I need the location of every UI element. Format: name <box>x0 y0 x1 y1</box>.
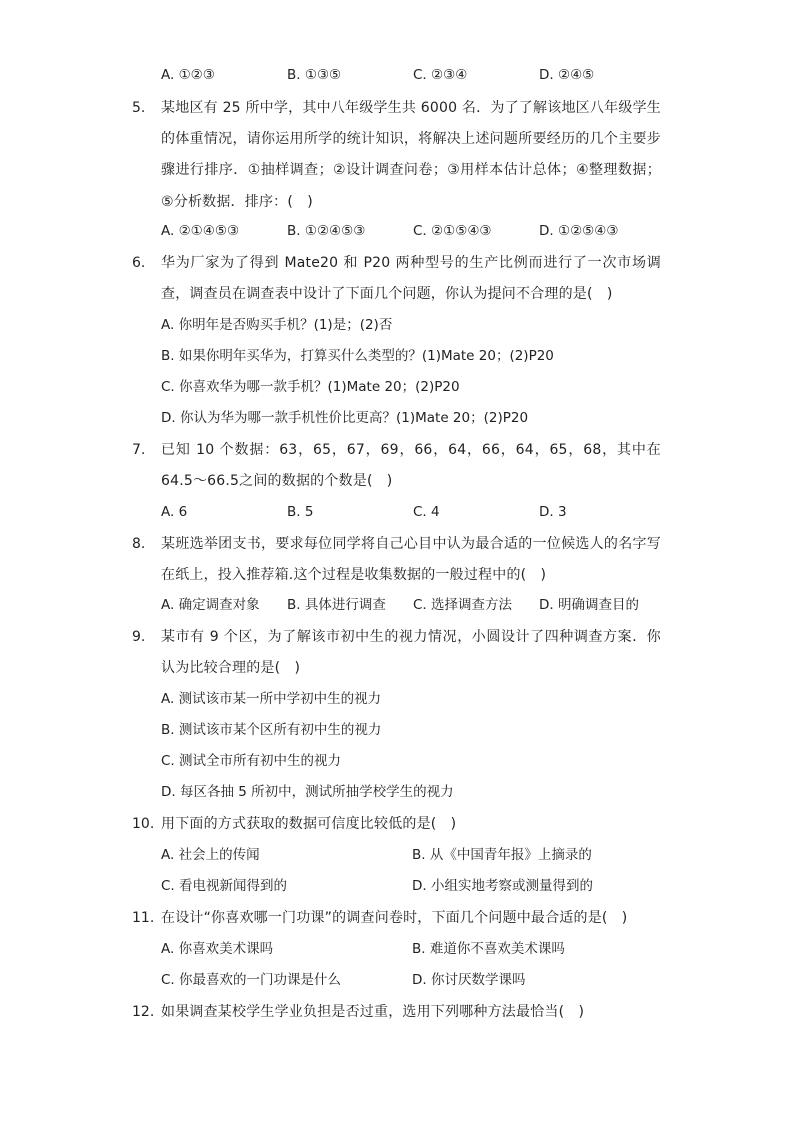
option-c: C. ②①⑤④③ <box>413 223 492 239</box>
question-stem: 某班选举团支书，要求每位同学将自己心目中认为最合适的一位候选人的名字写在纸上，投入推荐箱.这个过程是收集数据的一般过程中的( ) <box>161 536 661 584</box>
option-c: C. 你最喜欢的一门功课是什么 <box>161 972 342 988</box>
option-b: B. 5 <box>287 504 314 520</box>
option-d: D. ①②⑤④③ <box>539 223 619 239</box>
option-a: A. ②①④⑤③ <box>161 223 240 239</box>
option-a: A. ①②③ <box>161 67 215 83</box>
question-stem: 如果调查某校学生学业负担是否过重，选用下列哪种方法最恰当( ) <box>161 1004 585 1020</box>
option-b: B. 具体进行调查 <box>287 597 386 613</box>
question-number: 8. <box>132 536 146 552</box>
option-b: B. ①③⑤ <box>287 67 342 83</box>
question-stem: 用下面的方式获取的数据可信度比较低的是( ) <box>161 816 457 832</box>
option-a: A. 确定调查对象 <box>161 597 260 613</box>
question-number: 10. <box>132 816 155 832</box>
option-b: B. 如果你明年买华为，打算买什么类型的？(1)Mate 20；(2)P20 <box>161 348 554 364</box>
question-number: 6. <box>132 255 146 271</box>
question-stem: 在设计“你喜欢哪一门功课”的调查问卷时，下面几个问题中最合适的是( ) <box>161 910 628 926</box>
option-b: B. 难道你不喜欢美术课吗 <box>412 941 565 957</box>
option-d: D. 你讨厌数学课吗 <box>412 972 526 988</box>
option-b: B. 从《中国青年报》上摘录的 <box>412 847 592 863</box>
question-number: 11. <box>132 910 155 926</box>
question-number: 5. <box>132 100 146 116</box>
option-d: D. 小组实地考察或测量得到的 <box>412 878 593 894</box>
question-stem: 已知 10 个数据：63，65，67，69，66，64，66，64，65，68，其中在64.5～66.5之间的数据的个数是( ) <box>161 442 661 490</box>
option-d: D. 3 <box>539 504 567 520</box>
option-c: C. 看电视新闻得到的 <box>161 878 288 894</box>
option-d: D. 你认为华为哪一款手机性价比更高？(1)Mate 20；(2)P20 <box>161 410 529 426</box>
option-a: A. 6 <box>161 504 188 520</box>
option-b: B. 测试该市某个区所有初中生的视力 <box>161 722 382 738</box>
option-a: A. 测试该市某一所中学初中生的视力 <box>161 691 382 707</box>
option-b: B. ①②④⑤③ <box>287 223 366 239</box>
question-number: 9. <box>132 629 146 645</box>
option-c: C. ②③④ <box>413 67 468 83</box>
option-d: D. 明确调查目的 <box>539 597 639 613</box>
question-stem: 某地区有 25 所中学，其中八年级学生共 6000 名．为了了解该地区八年级学生的体重情况，请你运用所学的统计知识，将解决上述问题所要经历的几个主要步骤进行排序．①抽样调查；②设计调查问卷；③用样本估计总体；④整理数据；⑤分析数据．排序：( ) <box>161 100 661 210</box>
option-c: C. 测试全市所有初中生的视力 <box>161 753 342 769</box>
question-number: 7. <box>132 442 146 458</box>
option-c: C. 你喜欢华为哪一款手机？(1)Mate 20；(2)P20 <box>161 379 460 395</box>
option-d: D. ②④⑤ <box>539 67 595 83</box>
question-stem: 某市有 9 个区，为了解该市初中生的视力情况，小圆设计了四种调查方案．你认为比较合理的是( ) <box>161 629 661 677</box>
option-a: A. 社会上的传闻 <box>161 847 260 863</box>
option-c: C. 选择调查方法 <box>413 597 513 613</box>
option-d: D. 每区各抽 5 所初中，测试所抽学校学生的视力 <box>161 784 454 800</box>
question-stem: 华为厂家为了得到 Mate20 和 P20 两种型号的生产比例而进行了一次市场调查，调查员在调查表中设计了下面几个问题，你认为提问不合理的是( ) <box>161 255 661 303</box>
option-a: A. 你喜欢美术课吗 <box>161 941 274 957</box>
question-number: 12. <box>132 1004 155 1020</box>
option-c: C. 4 <box>413 504 440 520</box>
option-a: A. 你明年是否购买手机？(1)是；(2)否 <box>161 317 393 333</box>
